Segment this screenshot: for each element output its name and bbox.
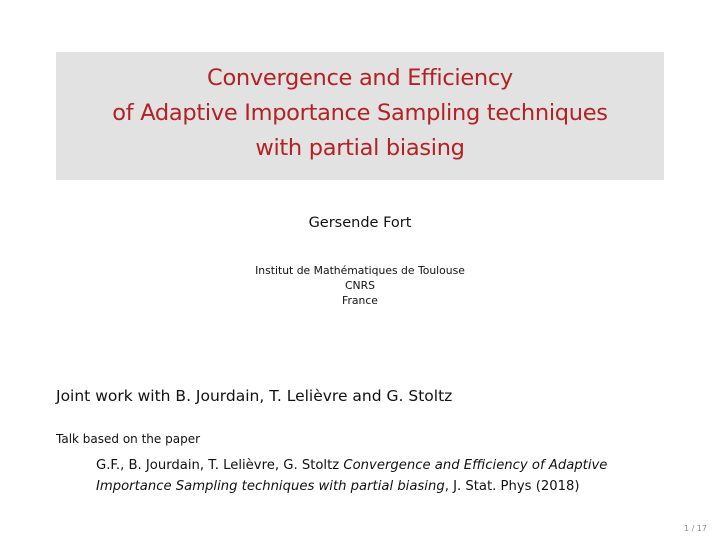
author-name: Gersende Fort bbox=[308, 215, 412, 231]
affiliation-country: France bbox=[342, 294, 378, 307]
title-line-2: of Adaptive Importance Sampling techniques bbox=[112, 100, 608, 126]
page-number: 1 / 17 bbox=[683, 524, 707, 533]
affiliation-institute: Institut de Mathématiques de Toulouse bbox=[255, 264, 465, 277]
reference-journal: , J. Stat. Phys (2018) bbox=[444, 479, 580, 494]
title-block bbox=[56, 52, 664, 180]
affiliation-org: CNRS bbox=[345, 279, 375, 292]
joint-work-text: Joint work with B. Jourdain, T. Lelièvre and G. Stoltz bbox=[56, 387, 453, 405]
affiliation bbox=[0, 263, 720, 308]
title-line-1: Convergence and Efficiency bbox=[207, 65, 513, 91]
reference-authors: G.F., B. Jourdain, T. Lelièvre, G. Stoltz bbox=[96, 458, 344, 473]
reference-title: Convergence and Efficiency of Adaptive Importance Sampling techniques with partial biasing bbox=[96, 458, 608, 494]
title-line-3: with partial biasing bbox=[255, 135, 465, 161]
paper-reference bbox=[96, 455, 676, 497]
talk-based-label: Talk based on the paper bbox=[56, 432, 201, 446]
